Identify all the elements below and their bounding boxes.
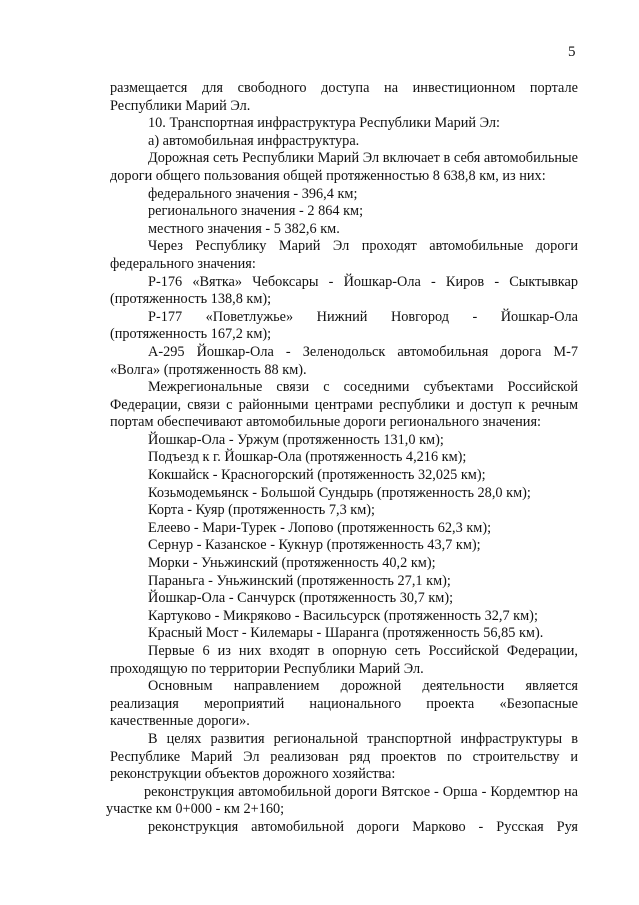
- paragraph: В целях развития региональной транспортной инфраструктуры в Республике Марий Эл реализован ряд проектов по строительству и реконструкции объектов дорожного хозяйства:: [110, 730, 578, 783]
- list-item: Красный Мост - Килемары - Шаранга (протяженность 56,85 км).: [148, 625, 544, 642]
- paragraph: Межрегиональные связи с соседними субъектами Российской Федерации, связи с районными центрами республики и доступ к речным портам обеспечивают автомобильные дороги регионального значения:: [110, 379, 578, 431]
- paragraph: Основным направлением дорожной деятельности является реализация мероприятий национального проекта «Безопасные качественные дороги».: [110, 678, 578, 730]
- paragraph: размещается для свободного доступа на инвестиционном портале Республики Марий Эл.: [110, 80, 578, 114]
- paragraph: реконструкция автомобильной дороги Вятское - Орша - Кордемтюр на участке км 0+000 - км 2+160;: [106, 783, 578, 818]
- list-item: Козьмодемьянск - Большой Сундырь (протяженность 28,0 км);: [148, 484, 531, 501]
- paragraph: Р-176 «Вятка» Чебоксары - Йошкар-Ола - Киров - Сыктывкар (протяженность 138,8 км);: [110, 273, 578, 308]
- list-item: Морки - Уньжинский (протяженность 40,2 км);: [148, 555, 436, 572]
- list-item: Кокшайск - Красногорский (протяженность 32,025 км);: [148, 467, 486, 484]
- paragraph: реконструкция автомобильной дороги Марково - Русская Руя: [148, 818, 578, 835]
- paragraph: 10. Транспортная инфраструктура Республики Марий Эл:: [148, 115, 500, 132]
- paragraph: а) автомобильная инфраструктура.: [148, 132, 360, 149]
- list-item: Йошкар-Ола - Санчурск (протяженность 30,7 км);: [148, 590, 454, 607]
- list-item: Корта - Куяр (протяженность 7,3 км);: [148, 502, 376, 519]
- paragraph: А-295 Йошкар-Ола - Зеленодольск автомобильная дорога М-7 «Волга» (протяженность 88 км).: [110, 343, 578, 378]
- list-item: Елеево - Мари-Турек - Лопово (протяженность 62,3 км);: [148, 519, 492, 536]
- list-item: Параньга - Уньжинский (протяженность 27,1 км);: [148, 572, 451, 589]
- list-item: федерального значения - 396,4 км;: [148, 185, 358, 202]
- paragraph: Первые 6 из них входят в опорную сеть Российской Федерации, проходящую по территории Республики Марий Эл.: [110, 643, 578, 677]
- list-item: Сернур - Казанское - Кукнур (протяженность 43,7 км);: [148, 537, 481, 554]
- list-item: Подъезд к г. Йошкар-Ола (протяженность 4,216 км);: [148, 449, 467, 466]
- paragraph: Дорожная сеть Республики Марий Эл включает в себя автомобильные дороги общего пользования общей протяженностью 8 638,8 км, из них:: [110, 150, 578, 184]
- document-body: [106, 80, 578, 837]
- paragraph: Через Республику Марий Эл проходят автомобильные дороги федерального значения:: [110, 238, 578, 272]
- list-item: местного значения - 5 382,6 км.: [148, 220, 340, 237]
- paragraph: Р-177 «Поветлужье» Нижний Новгород - Йошкар-Ола (протяженность 167,2 км);: [110, 308, 578, 343]
- list-item: Йошкар-Ола - Уржум (протяженность 131,0 км);: [148, 431, 444, 448]
- list-item: Картуково - Микряково - Васильсурск (протяженность 32,7 км);: [148, 607, 538, 624]
- page-number: 5: [568, 44, 576, 60]
- list-item: регионального значения - 2 864 км;: [148, 203, 364, 220]
